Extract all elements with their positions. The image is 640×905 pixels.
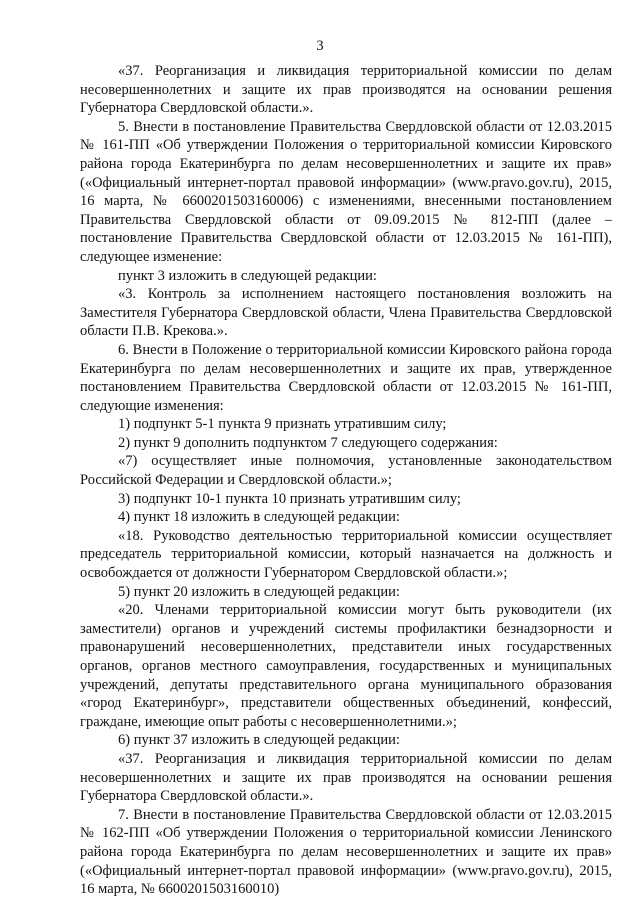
paragraph-sub-1: 1) подпункт 5-1 пункта 9 признать утратившим силу; [118,416,447,433]
paragraph-point-3-text: «3. Контроль за исполнением настоящего постановления возложить на Заместителя Губернатора Свердловской области, Члена Правительства Свердловской области П.В. Крекова.». [80,286,612,340]
paragraph-sub-5-text: «20. Членами территориальной комиссии могут быть руководители (их заместители) органов и учреждений системы профилактики безнадзорности и правонарушений несовершеннолетних, представители иных государственных органов, органов местного самоуправления, государственных и муниципальных учреждений, депутаты представительного органа муниципального образования «город Екатеринбург», представители общественных объединений, конфессий, граждане, имеющие опыт работы с несовершеннолетними.»; [80,602,612,730]
paragraph-sub-5: 5) пункт 20 изложить в следующей редакции: [118,583,400,600]
page-number: 3 [316,38,324,54]
paragraph-point-3-intro: пункт 3 изложить в следующей редакции: [118,267,377,284]
paragraph-item-37-kirov: «37. Реорганизация и ликвидация территориальной комиссии по делам несовершеннолетних и защите их прав производятся на основании решения Губернатора Свердловской области.». [80,63,612,117]
paragraph-clause-7: 7. Внести в постановление Правительства Свердловской области от 12.03.2015 № 162-ПП «Об утверждении Положения о территориальной комиссии Ленинского района города Екатеринбурга по делам несовершеннолетних и защите их прав» («Официальный интернет-портал правовой информации» (www.pravo.gov.ru), 2015, 16 марта, № 6600201503160010) [80,806,612,898]
paragraph-sub-2: 2) пункт 9 дополнить подпунктом 7 следующего содержания: [118,434,498,451]
paragraph-sub-4: 4) пункт 18 изложить в следующей редакции: [118,509,400,526]
paragraph-sub-6: 6) пункт 37 изложить в следующей редакции: [118,732,400,749]
paragraph-sub-4-text: «18. Руководство деятельностью территориальной комиссии осуществляет председатель территориальной комиссии, который назначается на должность и освобождается от должности Губернатором Свердловской области.»; [80,527,612,582]
document-body [80,62,612,899]
paragraph-sub-3: 3) подпункт 10-1 пункта 10 признать утратившим силу; [118,490,461,507]
paragraph-sub-2-text: «7) осуществляет иные полномочия, установленные законодательством Российской Федерации и Свердловской области.»; [80,453,612,489]
paragraph-clause-6: 6. Внести в Положение о территориальной комиссии Кировского района города Екатеринбурга по делам несовершеннолетних и защите их прав, утвержденное постановлением Правительства Свердловской области от 12.03.2015 № 161-ПП, следующие изменения: [80,341,612,414]
paragraph-sub-6-text: «37. Реорганизация и ликвидация территориальной комиссии по делам несовершеннолетних и защите их прав производятся на основании решения Губернатора Свердловской области.». [80,750,612,805]
paragraph-clause-5: 5. Внести в постановление Правительства Свердловской области от 12.03.2015 № 161-ПП «Об утверждении Положения о территориальной комиссии Кировского района города Екатеринбурга по делам несовершеннолетних и защите их прав» («Официальный интернет-портал правовой информации» (www.pravo.gov.ru), 2015, 16 марта, № 6600201503160006) с изменениями, внесенными постановлением Правительства Свердловской области от 09.09.2015 № 812-ПП (далее – постановление Правительства Свердловской области от 12.03.2015 № 161-ПП), следующее изменение: [80,118,612,265]
